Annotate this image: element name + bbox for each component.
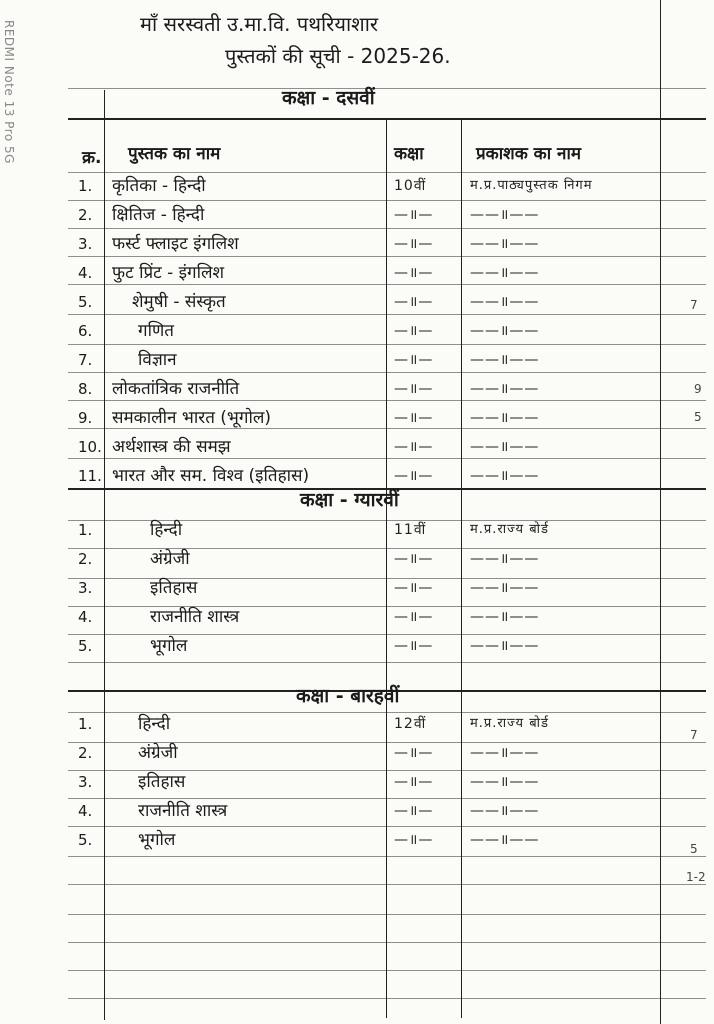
list-title: पुस्तकों की सूची - 2025-26. — [225, 44, 451, 68]
publisher-value: ——॥—— — [470, 207, 540, 223]
row-number: 3. — [78, 579, 93, 597]
book-name: फुट प्रिंट - इंगलिश — [112, 263, 225, 283]
ruled-line — [68, 88, 706, 89]
book-name: हिन्दी — [138, 714, 171, 734]
publisher-value: ——॥—— — [470, 323, 540, 339]
row-number: 6. — [78, 322, 93, 340]
class-value: —॥— — [394, 551, 434, 567]
watermark-text: REDMI Note 13 Pro 5G — [2, 20, 16, 164]
row-number: 1. — [78, 177, 93, 195]
col-serial-header: क्र. — [82, 148, 102, 168]
row-number: 2. — [78, 206, 93, 224]
class-value: —॥— — [394, 236, 434, 252]
class-column-rule — [386, 118, 387, 1018]
row-number: 3. — [78, 773, 93, 791]
class-value: —॥— — [394, 381, 434, 397]
row-number: 4. — [78, 608, 93, 626]
ruled-line — [68, 856, 706, 857]
book-name: कृतिका - हिन्दी — [112, 176, 206, 196]
book-name: फर्स्ट फ्लाइट इंगलिश — [112, 234, 239, 254]
book-name: इतिहास — [138, 772, 186, 792]
book-name: इतिहास — [150, 578, 198, 598]
publisher-value: ——॥—— — [470, 410, 540, 426]
row-number: 1. — [78, 715, 93, 733]
publisher-column-rule — [461, 118, 462, 1018]
row-number: 11. — [78, 467, 102, 485]
section-title-class12: कक्षा - बारहवीं — [296, 685, 400, 707]
right-edge-rule — [660, 0, 661, 1024]
book-name: समकालीन भारत (भूगोल) — [112, 408, 272, 428]
ruled-line — [68, 200, 706, 201]
class-value: —॥— — [394, 468, 434, 484]
margin-mark: 9 — [694, 382, 702, 396]
ruled-line — [68, 770, 706, 771]
class-value: —॥— — [394, 609, 434, 625]
publisher-value: ——॥—— — [470, 774, 540, 790]
row-number: 10. — [78, 438, 102, 456]
publisher-value: ——॥—— — [470, 745, 540, 761]
row-number: 3. — [78, 235, 93, 253]
ruled-line — [68, 228, 706, 229]
class-value: 12वीं — [394, 716, 427, 732]
ruled-line — [68, 428, 706, 429]
ruled-line — [68, 284, 706, 285]
section-title-class11: कक्षा - ग्यारवीं — [300, 489, 399, 511]
publisher-value: ——॥—— — [470, 294, 540, 310]
section-title-class10: कक्षा - दसवीं — [282, 87, 375, 109]
book-name: क्षितिज - हिन्दी — [112, 205, 205, 225]
class-value: —॥— — [394, 803, 434, 819]
row-number: 5. — [78, 831, 93, 849]
book-name: अंग्रेजी — [150, 549, 190, 569]
ruled-line — [68, 172, 706, 173]
book-name: राजनीति शास्त्र — [150, 607, 240, 627]
book-name: राजनीति शास्त्र — [138, 801, 228, 821]
book-name: भूगोल — [150, 636, 188, 656]
class-value: —॥— — [394, 745, 434, 761]
class-value: —॥— — [394, 294, 434, 310]
margin-mark: 7 — [690, 298, 698, 312]
ruled-line — [68, 118, 706, 120]
row-number: 5. — [78, 637, 93, 655]
book-name: भूगोल — [138, 830, 176, 850]
col-publisher-header: प्रकाशक का नाम — [476, 144, 582, 164]
publisher-value: ——॥—— — [470, 352, 540, 368]
ruled-line — [68, 314, 706, 315]
ruled-line — [68, 798, 706, 799]
publisher-value: ——॥—— — [470, 803, 540, 819]
row-number: 4. — [78, 264, 93, 282]
row-number: 1. — [78, 521, 93, 539]
ruled-line — [68, 256, 706, 257]
class-value: —॥— — [394, 265, 434, 281]
ruled-line — [68, 458, 706, 459]
publisher-value: म.प्र.राज्य बोर्ड — [470, 716, 549, 731]
margin-mark: 5 — [690, 842, 698, 856]
ruled-line — [68, 344, 706, 345]
class-value: —॥— — [394, 580, 434, 596]
book-name: अर्थशास्त्र की समझ — [112, 437, 231, 457]
ruled-line — [68, 712, 706, 713]
book-name: अंग्रेजी — [138, 743, 178, 763]
class-value: —॥— — [394, 774, 434, 790]
class-value: —॥— — [394, 832, 434, 848]
class-value: —॥— — [394, 352, 434, 368]
publisher-value: ——॥—— — [470, 236, 540, 252]
row-number: 8. — [78, 380, 93, 398]
ruled-line — [68, 970, 706, 971]
ruled-line — [68, 942, 706, 943]
row-number: 2. — [78, 744, 93, 762]
book-name: गणित — [138, 321, 174, 341]
publisher-value: ——॥—— — [470, 381, 540, 397]
row-number: 4. — [78, 802, 93, 820]
publisher-value: ——॥—— — [470, 609, 540, 625]
margin-rule — [104, 90, 105, 1020]
margin-mark: 7 — [690, 728, 698, 742]
row-number: 5. — [78, 293, 93, 311]
publisher-value: म.प्र.राज्य बोर्ड — [470, 522, 549, 537]
book-name: विज्ञान — [138, 350, 177, 370]
publisher-value: ——॥—— — [470, 439, 540, 455]
col-book-header: पुस्तक का नाम — [128, 144, 221, 164]
publisher-value: ——॥—— — [470, 580, 540, 596]
ruled-line — [68, 400, 706, 401]
ruled-line — [68, 884, 706, 885]
publisher-value: ——॥—— — [470, 265, 540, 281]
row-number: 9. — [78, 409, 93, 427]
margin-mark: 1-2 — [686, 870, 706, 884]
book-name: शेमुषी - संस्कृत — [132, 292, 226, 312]
publisher-value: म.प्र.पाठ्यपुस्तक निगम — [470, 178, 593, 193]
ruled-line — [68, 662, 706, 663]
ruled-line — [68, 914, 706, 915]
book-name: भारत और सम. विश्व (इतिहास) — [112, 466, 310, 486]
class-value: —॥— — [394, 638, 434, 654]
col-class-header: कक्षा — [394, 144, 424, 164]
ruled-line — [68, 634, 706, 635]
school-name: माँ सरस्वती उ.मा.वि. पथरियाशार — [140, 12, 379, 36]
publisher-value: ——॥—— — [470, 551, 540, 567]
publisher-value: ——॥—— — [470, 468, 540, 484]
margin-mark: 5 — [694, 410, 702, 424]
book-name: लोकतांत्रिक राजनीति — [112, 379, 240, 399]
ruled-line — [68, 826, 706, 827]
publisher-value: ——॥—— — [470, 832, 540, 848]
ruled-line — [68, 372, 706, 373]
class-value: —॥— — [394, 207, 434, 223]
class-value: 10वीं — [394, 178, 427, 194]
ruled-line — [68, 998, 706, 999]
class-value: —॥— — [394, 410, 434, 426]
class-value: —॥— — [394, 439, 434, 455]
book-name: हिन्दी — [150, 520, 183, 540]
row-number: 7. — [78, 351, 93, 369]
class-value: —॥— — [394, 323, 434, 339]
publisher-value: ——॥—— — [470, 638, 540, 654]
class-value: 11वीं — [394, 522, 427, 538]
row-number: 2. — [78, 550, 93, 568]
